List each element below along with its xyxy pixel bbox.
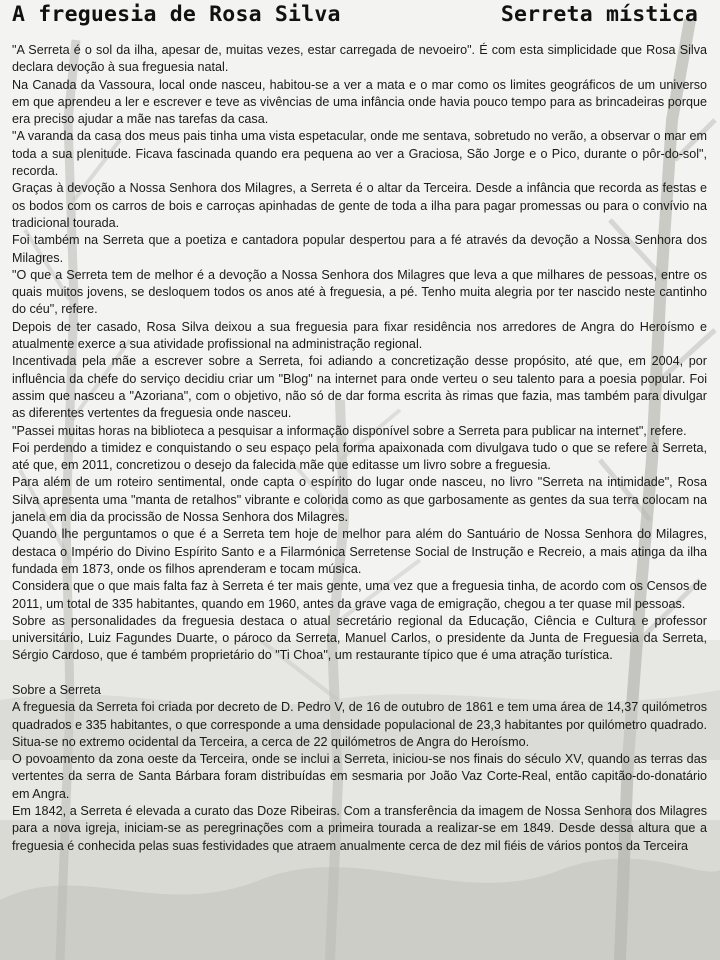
article-paragraph: Foi perdendo a timidez e conquistando o seu espaço pela forma apaixonada com divulgava tudo o que se refere à Serreta, até que, em 2011, concretizou o desejo da falecida mãe que editasse um livro sobre a freguesia. — [12, 440, 707, 473]
article-paragraph: "A Serreta é o sol da ilha, apesar de, muitas vezes, estar carregada de nevoeiro". É com esta simplicidade que Rosa Silva declara devoção à sua freguesia natal. — [12, 43, 707, 75]
article-title: A freguesia de Rosa Silva — [12, 2, 341, 27]
paragraph-spacer — [12, 665, 707, 682]
sidebar-heading: Sobre a Serreta — [12, 682, 101, 697]
sidebar-paragraph: Em 1842, a Serreta é elevada a curato das Doze Ribeiras. Com a transferência da imagem de Nossa Senhora dos Milagres para a nova igreja, iniciam-se as peregrinações com a primeira tourada a realizar-se em 1849. Desde dessa altura que a freguesia é conhecida pelas suas festividades que atraem anualmente cerca de dez mil fiéis de vários pontos da Terceira — [12, 804, 707, 853]
article-paragraph: Graças à devoção a Nossa Senhora dos Milagres, a Serreta é o altar da Terceira. Desde a infância que recorda as festas e os bodos com os carros de bois e carroças apinhadas de gente de toda a ilha para pagar promessas ou para o convívio na tradicional tourada. — [12, 181, 707, 230]
article-paragraph: Depois de ter casado, Rosa Silva deixou a sua freguesia para fixar residência nos arredores de Angra do Heroísmo e atualmente exerce a sua atividade profissional na administração regional. — [12, 319, 707, 352]
page-header — [12, 2, 698, 32]
section-title: Serreta mística — [500, 2, 698, 27]
article-paragraph: Considera que o que mais falta faz à Serreta é ter mais gente, uma vez que a freguesia tinha, de acordo com os Censos de 2011, um total de 335 habitantes, quando em 1960, antes da grave vaga de emigração, chegou a ter quase mil pessoas. — [12, 579, 707, 611]
article-paragraph: Foi também na Serreta que a poetiza e cantadora popular despertou para a fé através da devoção a Nossa Senhora dos Milagres. — [12, 233, 707, 265]
sidebar-paragraph: O povoamento da zona oeste da Terceira, onde se inclui a Serreta, iniciou-se nos finais do século XV, quando as terras das vertentes da serra de Santa Bárbara foram distribuídas em sesmaria por João Vaz Corte-Real, então capitão-do-donatário em Angra. — [12, 752, 707, 801]
article-paragraph: Para além de um roteiro sentimental, onde capta o espírito do lugar onde nasceu, no livro "Serreta na intimidade", Rosa Silva apresenta uma "manta de retalhos" vibrante e colorida como as que garbosamente as gentes da sua terra colocam na janela em dia da procissão de Nossa Senhora dos Milagres. — [12, 475, 707, 525]
article-paragraph: "Passei muitas horas na biblioteca a pesquisar a informação disponível sobre a Serreta para publicar na internet", refere. — [12, 423, 687, 438]
article-paragraph: "A varanda da casa dos meus pais tinha uma vista espetacular, onde me sentava, sobretudo no verão, a observar o mar em toda a sua plenitude. Ficava fascinada quando era pequena ao ver a Graciosa, São Jorge e o Pico, durante o pôr-do-sol", recorda. — [12, 129, 707, 179]
article-paragraph: Incentivada pela mãe a escrever sobre a Serreta, foi adiando a concretização desse propósito, até que, em 2004, por influência da chefe do serviço decidiu criar um "Blog" na internet para onde verteu o seu talento para a poesia popular. Foi assim que nasceu a "Azoriana", com o objetivo, não só de dar forma escrita às rimas que fazia, mas também para divulgar as diferentes vertentes da freguesia onde nasceu. — [12, 354, 707, 421]
sidebar-paragraph: A freguesia da Serreta foi criada por decreto de D. Pedro V, de 16 de outubro de 1861 e tem uma área de 14,37 quilómetros quadrados e 335 habitantes, o que corresponde a uma densidade populacional de 23,3 habitantes por quilómetro quadrado. Situa-se no extremo ocidental da Terceira, a cerca de 22 quilómetros de Angra do Heroísmo. — [12, 700, 707, 749]
article-paragraph: Na Canada da Vassoura, local onde nasceu, habitou-se a ver a mata e o mar como os limites geográficos de um universo em que aprendeu a ler e escrever e teve as vivências de uma infância onde havia pouco tempo para as brincadeiras porque era preciso ajudar a mãe nas tarefas da casa. — [12, 77, 707, 127]
article-paragraph: Sobre as personalidades da freguesia destaca o atual secretário regional da Educação, Ciência e Cultura e professor universitário, Luiz Fagundes Duarte, o pároco da Serreta, Manuel Carlos, o presidente da Junta de Freguesia da Serreta, Sérgio Cardoso, que é também proprietário do "Ti Choa", um restaurante típico que é uma atração turística. — [12, 613, 707, 663]
article-paragraph: Quando lhe perguntamos o que é a Serreta tem hoje de melhor para além do Santuário de Nossa Senhora do Milagres, destaca o Império do Divino Espírito Santo e a Filarmónica Serretense Social de Instrução e Recreio, a mais atinga da ilha fundada em 1873, onde os filhos aprenderam e tocam música. — [12, 527, 707, 576]
article-paragraph: "O que a Serreta tem de melhor é a devoção a Nossa Senhora dos Milagres que leva a que milhares de pessoas, entre os quais muitos jovens, se desloquem todos os anos até à freguesia, a pé. Tenho muita alegria por ter nascido neste cantinho do céu", refere. — [12, 267, 707, 317]
article-body — [12, 42, 707, 855]
